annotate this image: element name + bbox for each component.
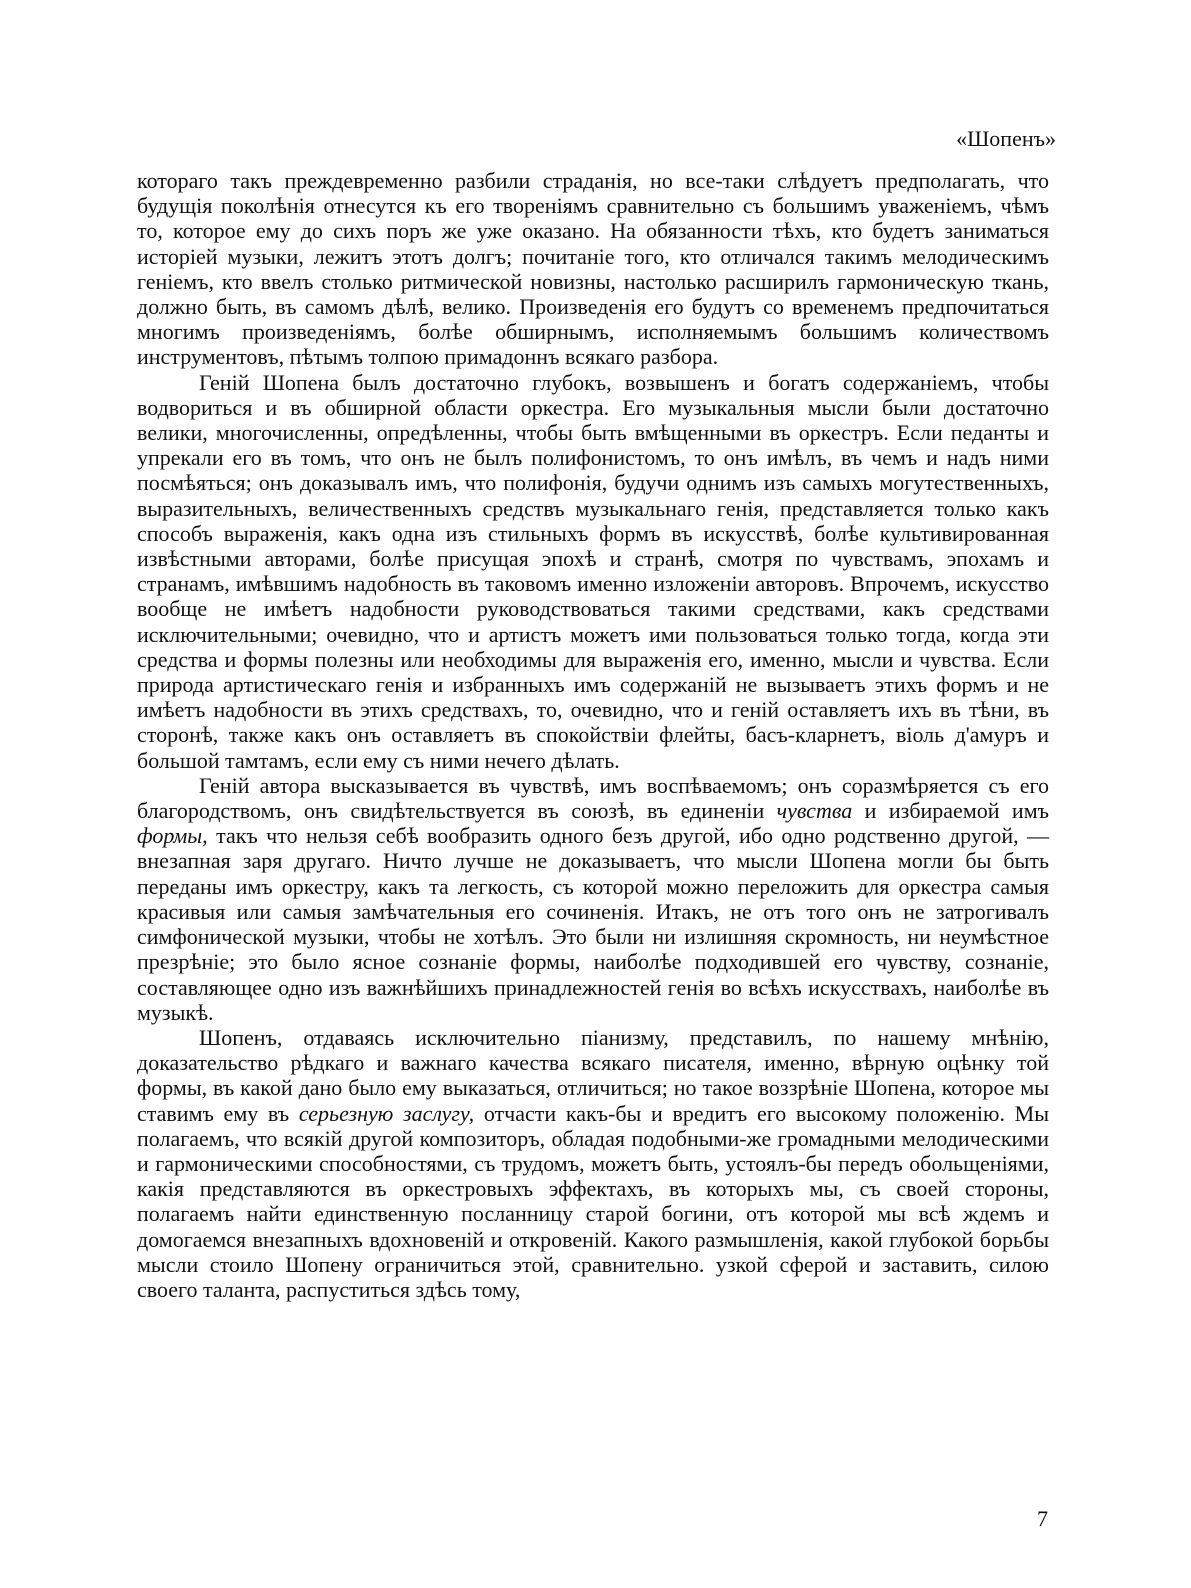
running-head: «Шопенъ» — [956, 126, 1056, 151]
paragraph-3-text-a: Геній автора высказывается въ чувствѣ, имъ воспѣваемомъ; онъ соразмѣряется съ его благородствомъ, онъ свидѣтельствуется въ союзѣ, въ единеніи — [137, 772, 1049, 824]
paragraph-3-text-c: такъ что нельзя себѣ вообразить одного безъ другой, ибо одно родственно другой, — внезапная заря другаго. Ничто лучше не доказываетъ, что мысли Шопена могли бы быть переданы имъ оркестру, какъ та легкость, съ которой можно переложить для оркестра самыя красивыя или самыя замѣчательныя его сочиненія. Итакъ, не отъ того онъ не затрогивалъ симфонической музыки, чтобы не хотѣлъ. Это были ни излишняя скромность, ни неумѣстное презрѣніе; это было ясное сознаніе формы, наиболѣе подходившей его чувству, сознаніе, составляющее одно изъ важнѣйшихъ принадлежностей генія во всѣхъ искусствахъ, наиболѣе въ музыкѣ. — [137, 823, 1049, 1025]
paragraph-3-text-b: и избираемой имъ — [852, 798, 1050, 824]
emphasis-chuvstva: чувства — [776, 798, 853, 824]
emphasis-zaslugu: серьезную заслугу, — [298, 1100, 475, 1126]
body-text — [137, 168, 1049, 1302]
paragraph-2: Геній Шопена былъ достаточно глубокъ, возвышенъ и богатъ содержаніемъ, чтобы водвориться и въ обширной области оркестра. Его музыкальныя мысли были достаточно велики, многочисленны, опредѣленны, чтобы быть вмѣщенными въ оркестръ. Если педанты и упрекали его въ томъ, что онъ не былъ полифонистомъ, то онъ имѣлъ, въ чемъ и надъ ними посмѣяться; онъ доказывалъ имъ, что полифонія, будучи однимъ изъ самыхъ могутественныхъ, выразительныхъ, величественныхъ средствъ музыкальнаго генія, представляется только какъ способъ выраженія, какъ одна изъ стильныхъ формъ въ искусствѣ, болѣе культивированная извѣстными авторами, болѣе присущая эпохѣ и странѣ, смотря по чувствамъ, эпохамъ и странамъ, имѣвшимъ надобность въ таковомъ именно изложеніи авторовъ. Впрочемъ, искусство вообще не имѣетъ надобности руководствоваться такими средствами, какъ средствами исключительными; очевидно, что и артистъ можетъ ими пользоваться только тогда, когда эти средства и формы полезны или необходимы для выраженія его, именно, мысли и чувства. Если природа артистическаго генія и избранныхъ имъ содержаній не вызываетъ этихъ формъ и не имѣетъ надобности въ этихъ средствахъ, то, очевидно, что и геній оставляетъ ихъ въ тѣни, въ сторонѣ, также какъ онъ оставляетъ въ спокойствіи флейты, басъ-кларнетъ, віоль д'амуръ и большой тамтамъ, если ему съ ними нечего дѣлать. — [137, 369, 1049, 773]
page-number: 7 — [1037, 1506, 1048, 1531]
paragraph-4-text-b: отчасти какъ-бы и вредитъ его высокому положенію. Мы полагаемъ, что всякій другой композиторъ, обладая подобными-же громадными мелодическими и гармоническими способностями, съ трудомъ, можетъ быть, устоялъ-бы передъ обольщеніями, какія представляются въ оркестровыхъ эффектахъ, въ которыхъ мы, съ своей стороны, полагаемъ найти единственную посланницу старой богини, отъ которой мы всѣ ждемъ и домогаемся внезапныхъ вдохновеній и откровеній. Какого размышленія, какой глубокой борьбы мысли стоило Шопену ограничиться этой, сравнительно. узкой сферой и заставить, силою своего таланта, распуститься здѣсь тому, — [137, 1100, 1049, 1302]
paragraph-4 — [137, 1025, 1049, 1302]
paragraph-4-text-a: Шопенъ, отдаваясь исключительно піанизму, представилъ, по нашему мнѣнію, доказательство рѣдкаго и важнаго качества всякаго писателя, именно, вѣрную оцѣнку той формы, въ какой дано было ему выказаться, отличиться; но такое воззрѣніе Шопена, которое мы ставимъ ему въ — [137, 1024, 1049, 1126]
paragraph-3 — [137, 773, 1049, 1025]
paragraph-1: котораго такъ преждевременно разбили страданія, но все-таки слѣдуетъ предполагать, что будущія поколѣнія отнесутся къ его твореніямъ сравнительно съ большимъ уваженіемъ, чѣмъ то, которое ему до сихъ поръ же уже оказано. На обязанности тѣхъ, кто будетъ заниматься исторіей музыки, лежитъ этотъ долгъ; почитаніе того, кто отличался такимъ мелодическимъ геніемъ, кто ввелъ столько ритмической новизны, настолько расширилъ гармоническую ткань, должно быть, въ самомъ дѣлѣ, велико. Произведенія его будутъ со временемъ предпочитаться многимъ произведеніямъ, болѣе обширнымъ, исполняемымъ большимъ количествомъ инструментовъ, пѣтымъ толпою примадоннъ всякаго разбора. — [137, 168, 1049, 370]
emphasis-formy: формы, — [137, 823, 208, 849]
